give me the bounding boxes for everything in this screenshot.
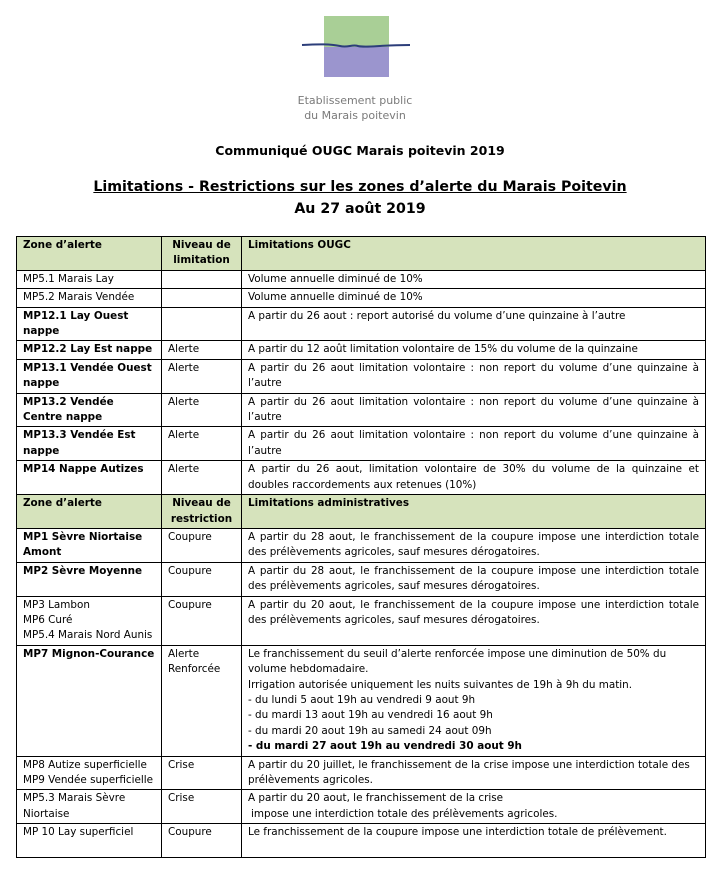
text-line: A partir du 20 aout, le franchissement de la crise (248, 792, 504, 805)
text-line: Le franchissement du seuil d’alerte renforcée impose une diminution de 50% du volume hebdomadaire. (248, 647, 667, 676)
level-cell: Alerte (162, 427, 242, 461)
communique-heading: Communiqué OUGC Marais poitevin 2019 (215, 143, 505, 158)
table-row (17, 359, 706, 393)
text-cell: A partir du 26 aout limitation volontaire : non report du volume d’une quinzaine à l’autre (242, 359, 706, 393)
zone-name: MP6 Curé (23, 613, 73, 626)
text-cell: A partir du 28 aout, le franchissement de la coupure impose une interdiction totale des prélèvements agricoles, sauf mesures dérogatoires. (242, 562, 706, 596)
table-row (17, 393, 706, 427)
logo (0, 0, 720, 130)
text-cell: A partir du 20 juillet, le franchissement de la crise impose une interdiction totale des prélèvements agricoles. (242, 756, 706, 790)
table-row (17, 307, 706, 341)
zone-name: MP3 Lambon (23, 598, 90, 611)
period-line-current: - du mardi 27 aout 19h au vendredi 30 aout 9h (248, 740, 522, 753)
level-cell (162, 289, 242, 307)
page-date: Au 27 août 2019 (294, 201, 426, 217)
logo-line-2: du Marais poitevin (304, 109, 406, 122)
zone-cell: MP5.1 Marais Lay (17, 270, 162, 288)
table-row (17, 645, 706, 756)
page-title: Limitations - Restrictions sur les zones d’alerte du Marais Poitevin (93, 179, 627, 195)
table-row (17, 562, 706, 596)
level-cell: Crise (162, 790, 242, 824)
level-cell: Coupure (162, 824, 242, 858)
table-row (17, 341, 706, 359)
period-line: - du mardi 13 aout 19h au vendredi 16 aout 9h (248, 709, 493, 722)
table-row (17, 427, 706, 461)
text-cell: A partir du 26 aout limitation volontaire : non report du volume d’une quinzaine à l’autre (242, 393, 706, 427)
zone-cell: MP1 Sèvre Niortaise Amont (17, 528, 162, 562)
logo-wave-icon (300, 38, 412, 54)
zone-cell (17, 756, 162, 790)
period-line: - du mardi 20 aout 19h au samedi 24 aout 09h (248, 724, 492, 737)
level-cell: Coupure (162, 596, 242, 645)
level-cell (162, 307, 242, 341)
zone-cell: MP13.3 Vendée Est nappe (17, 427, 162, 461)
level-cell: Alerte (162, 341, 242, 359)
level-cell: Alerte Renforcée (162, 645, 242, 756)
level-cell: Coupure (162, 562, 242, 596)
text-line: impose une interdiction totale des prélèvements agricoles. (251, 807, 558, 820)
level-cell: Coupure (162, 528, 242, 562)
text-cell: Volume annuelle diminué de 10% (242, 289, 706, 307)
zone-cell: MP5.2 Marais Vendée (17, 289, 162, 307)
zone-cell: MP2 Sèvre Moyenne (17, 562, 162, 596)
limitations-table (16, 236, 706, 858)
table-row (17, 528, 706, 562)
text-cell: A partir du 28 aout, le franchissement de la coupure impose une interdiction totale des prélèvements agricoles, sauf mesures dérogatoires. (242, 528, 706, 562)
text-cell: A partir du 12 août limitation volontaire de 15% du volume de la quinzaine (242, 341, 706, 359)
zone-cell: MP7 Mignon-Courance (17, 645, 162, 756)
header-zone: Zone d’alerte (17, 237, 162, 271)
logo-line-1: Etablissement public (297, 94, 413, 107)
zone-cell: MP13.1 Vendée Ouest nappe (17, 359, 162, 393)
level-cell (162, 270, 242, 288)
text-cell (242, 645, 706, 756)
text-cell: A partir du 20 aout, le franchissement de la coupure impose une interdiction totale des prélèvements agricoles, sauf mesures dérogatoires. (242, 596, 706, 645)
header-limitations: Limitations OUGC (242, 237, 706, 271)
table-row (17, 596, 706, 645)
logo-text (240, 93, 470, 123)
table-row (17, 824, 706, 858)
header-zone: Zone d’alerte (17, 495, 162, 529)
zone-name: MP9 Vendée superficielle (23, 774, 154, 786)
text-cell: A partir du 26 aout : report autorisé du volume d’une quinzaine à l’autre (242, 307, 706, 341)
zone-name: MP5.4 Marais Nord Aunis (23, 629, 153, 642)
text-cell: A partir du 26 aout, limitation volontaire de 30% du volume de la quinzaine et doubles raccordements aux retenues (10%) (242, 461, 706, 495)
zone-cell: MP 10 Lay superficiel (17, 824, 162, 858)
table-row (17, 790, 706, 824)
zone-cell: MP14 Nappe Autizes (17, 461, 162, 495)
zone-cell: MP13.2 Vendée Centre nappe (17, 393, 162, 427)
zone-cell (17, 596, 162, 645)
text-cell: Le franchissement de la coupure impose une interdiction totale de prélèvement. (242, 824, 706, 858)
zone-name: MP8 Autize superficielle (23, 758, 147, 771)
table-row (17, 461, 706, 495)
table-row (17, 289, 706, 307)
zone-cell: MP12.2 Lay Est nappe (17, 341, 162, 359)
table-header-admin (17, 495, 706, 529)
table-header-ougc (17, 237, 706, 271)
zone-cell: MP5.3 Marais Sèvre Niortaise (17, 790, 162, 824)
header-level: Niveau de restriction (162, 495, 242, 529)
text-cell: A partir du 26 aout limitation volontaire : non report du volume d’une quinzaine à l’autre (242, 427, 706, 461)
text-line: Irrigation autorisée uniquement les nuits suivantes de 19h à 9h du matin. (248, 678, 633, 691)
zone-cell: MP12.1 Lay Ouest nappe (17, 307, 162, 341)
period-line: - du lundi 5 aout 19h au vendredi 9 aout 9h (248, 693, 476, 706)
level-cell: Alerte (162, 461, 242, 495)
text-cell: Volume annuelle diminué de 10% (242, 270, 706, 288)
level-cell: Alerte (162, 359, 242, 393)
header-limitations: Limitations administratives (242, 495, 706, 529)
header-level: Niveau de limitation (162, 237, 242, 271)
level-cell: Crise (162, 756, 242, 790)
table-row (17, 270, 706, 288)
text-cell (242, 790, 706, 824)
level-cell: Alerte (162, 393, 242, 427)
table-row (17, 756, 706, 790)
